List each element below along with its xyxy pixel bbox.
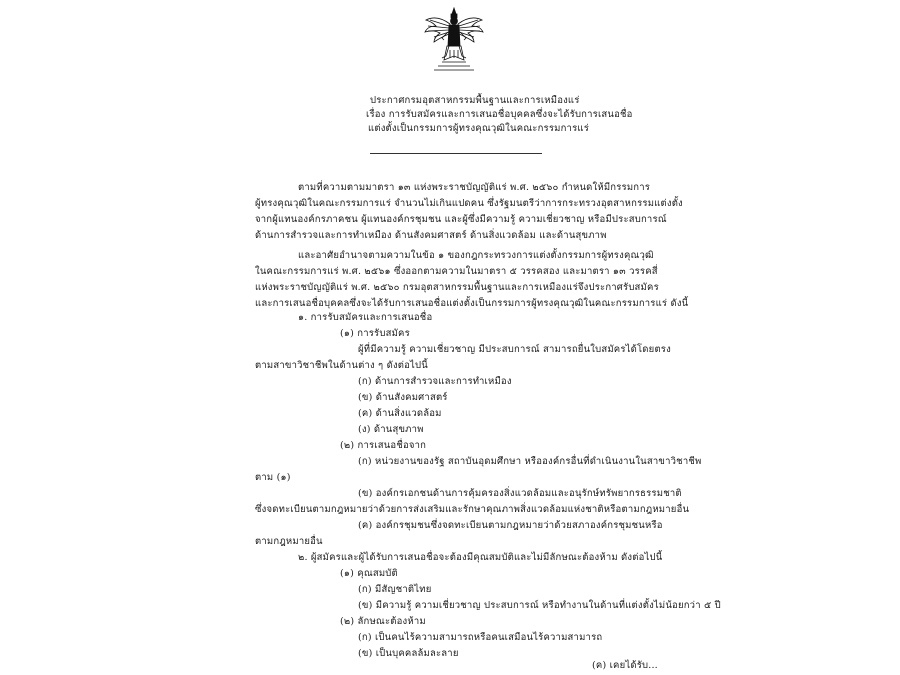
section1-sub1-heading: (๑) การรับสมัคร [340, 328, 410, 339]
section2-sub1-a: (ก) มีสัญชาติไทย [358, 584, 432, 595]
intro-line-4: ด้านการสำรวจและการทำเหมือง ด้านสังคมศาสตร์ ด้านสิ่งแวดล้อม และด้านสุขภาพ [255, 230, 607, 241]
section2-sub1-heading: (๑) คุณสมบัติ [340, 568, 398, 579]
section2-sub2-a: (ก) เป็นคนไร้ความสามารถหรือคนเสมือนไร้ความสามารถ [358, 632, 603, 643]
section1-sub2-a: (ก) หน่วยงานของรัฐ สถาบันอุดมศึกษา หรือองค์กรอื่นที่ดำเนินงานในสาขาวิชาชีพ [358, 456, 702, 467]
para2-line-3: แห่งพระราชบัญญัติแร่ พ.ศ. ๒๕๖๐ กรมอุตสาหกรรมพื้นฐานและการเหมืองแร่จึงประกาศรับสมัคร [255, 282, 659, 293]
announcement-title: ประกาศกรมอุตสาหกรรมพื้นฐานและการเหมืองแร่ [370, 95, 580, 106]
header-divider [370, 153, 542, 154]
section1-sub2-heading: (๒) การเสนอชื่อจาก [340, 440, 427, 451]
para2-line-4: และการเสนอชื่อบุคคลซึ่งจะได้รับการเสนอชื่อแต่งตั้งเป็นกรรมการผู้ทรงคุณวุฒิในคณะกรรมการแร่ ดังนี้ [255, 298, 689, 309]
section2-sub2-b: (ข) เป็นบุคคลล้มละลาย [358, 648, 459, 659]
section1-sub1-text: ผู้ที่มีความรู้ ความเชี่ยวชาญ มีประสบการณ์ สามารถยื่นใบสมัครได้โดยตรง [358, 344, 671, 355]
field-item-social: (ข) ด้านสังคมศาสตร์ [358, 392, 448, 403]
intro-line-1: ตามที่ความตามมาตรา ๑๓ แห่งพระราชบัญญัติแร่ พ.ศ. ๒๕๖๐ กำหนดให้มีกรรมการ [298, 182, 651, 193]
section2-sub2-heading: (๒) ลักษณะต้องห้าม [340, 616, 426, 627]
garuda-emblem-icon [422, 6, 486, 72]
section2-heading: ๒. ผู้สมัครและผู้ได้รับการเสนอชื่อจะต้องมีคุณสมบัติและไม่มีลักษณะต้องห้าม ดังต่อไปนี้ [298, 552, 663, 563]
section1-sub1-text-cont: ตามสาขาวิชาชีพในด้านต่าง ๆ ดังต่อไปนี้ [255, 360, 428, 371]
section1-sub2-b-cont: ซึ่งจดทะเบียนตามกฎหมายว่าด้วยการส่งเสริมและรักษาคุณภาพสิ่งแวดล้อมแห่งชาติหรือตามกฎหมายอื่น [255, 504, 690, 515]
section1-sub2-b: (ข) องค์กรเอกชนด้านการคุ้มครองสิ่งแวดล้อมและอนุรักษ์ทรัพยากรธรรมชาติ [358, 488, 682, 499]
intro-line-2: ผู้ทรงคุณวุฒิในคณะกรรมการแร่ จำนวนไม่เกินแปดคน ซึ่งรัฐมนตรีว่าการกระทรวงอุตสาหกรรมแต่งตั้ง [255, 198, 683, 209]
section1-sub2-c: (ค) องค์กรชุมชนซึ่งจดทะเบียนตามกฎหมายว่าด้วยสภาองค์กรชุมชนหรือ [358, 520, 663, 531]
field-item-health: (ง) ด้านสุขภาพ [358, 424, 424, 435]
field-item-exploration: (ก) ด้านการสำรวจและการทำเหมือง [358, 376, 512, 387]
intro-line-3: จากผู้แทนองค์กรภาคชน ผู้แทนองค์กรชุมชน และผู้ซึ่งมีความรู้ ความเชี่ยวชาญ หรือมีประสบการณ์ [255, 214, 667, 225]
section2-sub1-b: (ข) มีความรู้ ความเชี่ยวชาญ ประสบการณ์ หรือทำงานในด้านที่แต่งตั้งไม่น้อยกว่า ๕ ปี [358, 600, 721, 611]
continuation-marker: (ค) เคยได้รับ... [592, 660, 658, 671]
section1-heading: ๑. การรับสมัครและการเสนอชื่อ [298, 312, 433, 323]
para2-line-2: ในคณะกรรมการแร่ พ.ศ. ๒๕๖๑ ซึ่งออกตามความในมาตรา ๕ วรรคสอง และมาตรา ๑๓ วรรคสี่ [255, 266, 658, 277]
section1-sub2-c-cont: ตามกฎหมายอื่น [255, 536, 323, 547]
field-item-environment: (ค) ด้านสิ่งแวดล้อม [358, 408, 442, 419]
announcement-subject: เรื่อง การรับสมัครและการเสนอชื่อบุคคลซึ่งจะได้รับการเสนอชื่อ [366, 109, 633, 120]
para2-line-1: และอาศัยอำนาจตามความในข้อ ๑ ของกฎกระทรวงการแต่งตั้งกรรมการผู้ทรงคุณวุฒิ [298, 250, 654, 261]
announcement-subject-cont: แต่งตั้งเป็นกรรมการผู้ทรงคุณวุฒิในคณะกรรมการแร่ [368, 123, 590, 134]
section1-sub2-a-cont: ตาม (๑) [255, 472, 291, 483]
